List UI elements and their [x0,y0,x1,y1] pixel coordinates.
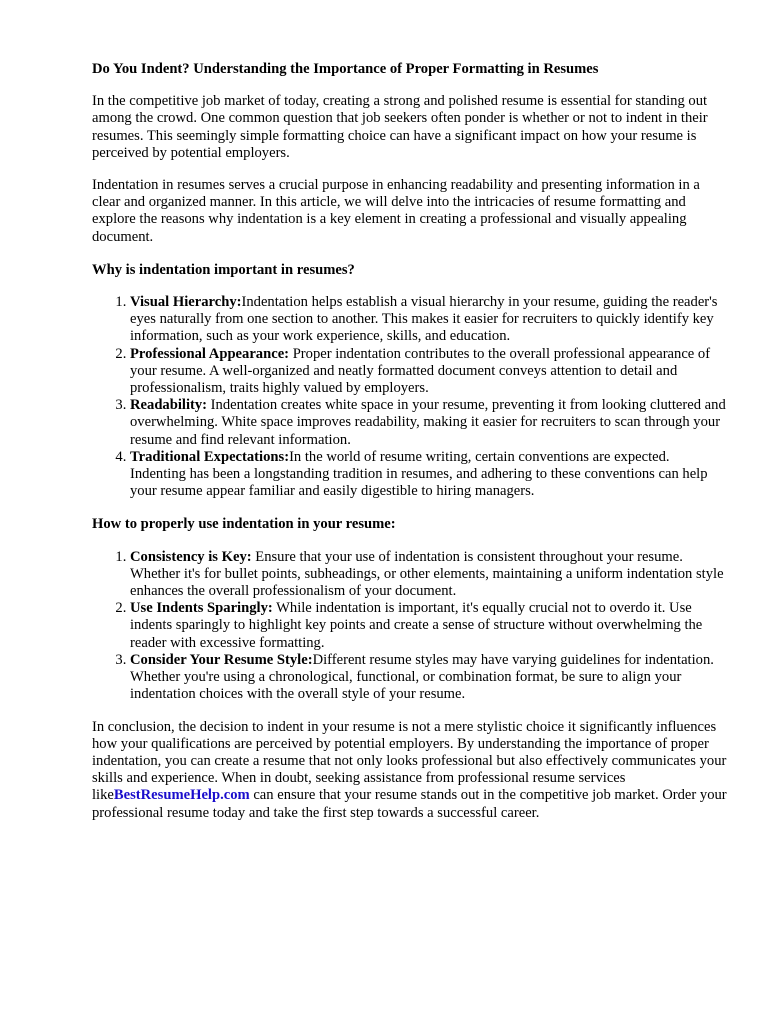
list-item-title: Readability: [130,397,208,414]
list-item-text: While indentation is important, it's equally crucial not to overdo it. Use indents sparingly to highlight key points and create a sense of structure without overwhelming the reader with excessive formatting. [130,600,703,651]
list-item [130,600,728,652]
page-title: Do You Indent? Understanding the Importance of Proper Formatting in Resumes [92,61,599,77]
list-item-text: Proper indentation contributes to the overall professional appearance of your resume. A well-organized and neatly formatted document conveys attention to detail and professionalism, traits highly valued by employers. [130,345,711,397]
list-item-text: Indentation helps establish a visual hierarchy in your resume, guiding the reader's eyes naturally from one section to another. This makes it easier for recruiters to quickly identify key information, such as your work experience, skills, and education. [130,294,718,345]
list-item [130,549,728,601]
list-item-text: Different resume styles may have varying guidelines for indentation. Whether you're using a chronological, functional, or combination format, be sure to align your indentation choices with the overall style of your resume. [130,651,714,703]
conclusion-paragraph [92,719,728,822]
conclusion-text-end: can ensure that your resume stands out in the competitive job market. Order your professional resume today and take the first step towards a successful career. [92,787,727,821]
list-item-title: Consider Your Resume Style: [130,651,313,668]
best-resume-help-link[interactable]: BestResumeHelp.com [113,787,250,804]
list-item-title: Traditional Expectations: [130,448,290,465]
list-item [130,294,728,346]
intro-paragraph: Indentation in resumes serves a crucial purpose in enhancing readability and presenting information in a clear and organized manner. In this article, we will delve into the intricacies of resume formatting and explore the reasons why indentation is a key element in creating a professional and visually appealing document. [92,177,700,245]
why-list [92,294,728,500]
list-item-text: Ensure that your use of indentation is consistent throughout your resume. Whether it's for bullet points, subheadings, or other elements, maintaining a uniform indentation style enhances the overall professionalism of your document. [130,548,724,600]
list-item-text: In the world of resume writing, certain conventions are expected. Indenting has been a longstanding tradition in resumes, and adhering to these conventions can help your resume appear familiar and easily digestible to hiring managers. [130,448,708,500]
how-list [92,549,728,704]
conclusion-text: In conclusion, the decision to indent in your resume is not a mere stylistic choice it significantly influences how your qualifications are perceived by potential employers. By understanding the importance of proper indentation, you can create a resume that not only looks professional but also effectively communicates your skills and experience. When in doubt, seeking assistance from professional resume services like [92,718,727,804]
list-item [130,449,728,501]
list-item [130,397,728,449]
section-heading-why: Why is indentation important in resumes? [92,261,355,278]
list-item-text: Indentation creates white space in your resume, preventing it from looking cluttered and overwhelming. White space improves readability, making it easier for recruiters to scan through your resume and find relevant information. [130,397,726,448]
list-item-title: Consistency is Key: [130,548,252,565]
list-item-title: Professional Appearance: [130,345,290,362]
list-item-title: Visual Hierarchy: [130,294,242,311]
intro-paragraph: In the competitive job market of today, creating a strong and polished resume is essential for standing out among the crowd. One common question that job seekers often ponder is whether or not to indent in their resumes. This seemingly simple formatting choice can have a significant impact on how your resume is perceived by potential employers. [92,93,708,161]
list-item [130,652,728,704]
list-item-title: Use Indents Sparingly: [130,600,273,617]
section-heading-how: How to properly use indentation in your resume: [92,516,396,533]
list-item [130,346,728,398]
